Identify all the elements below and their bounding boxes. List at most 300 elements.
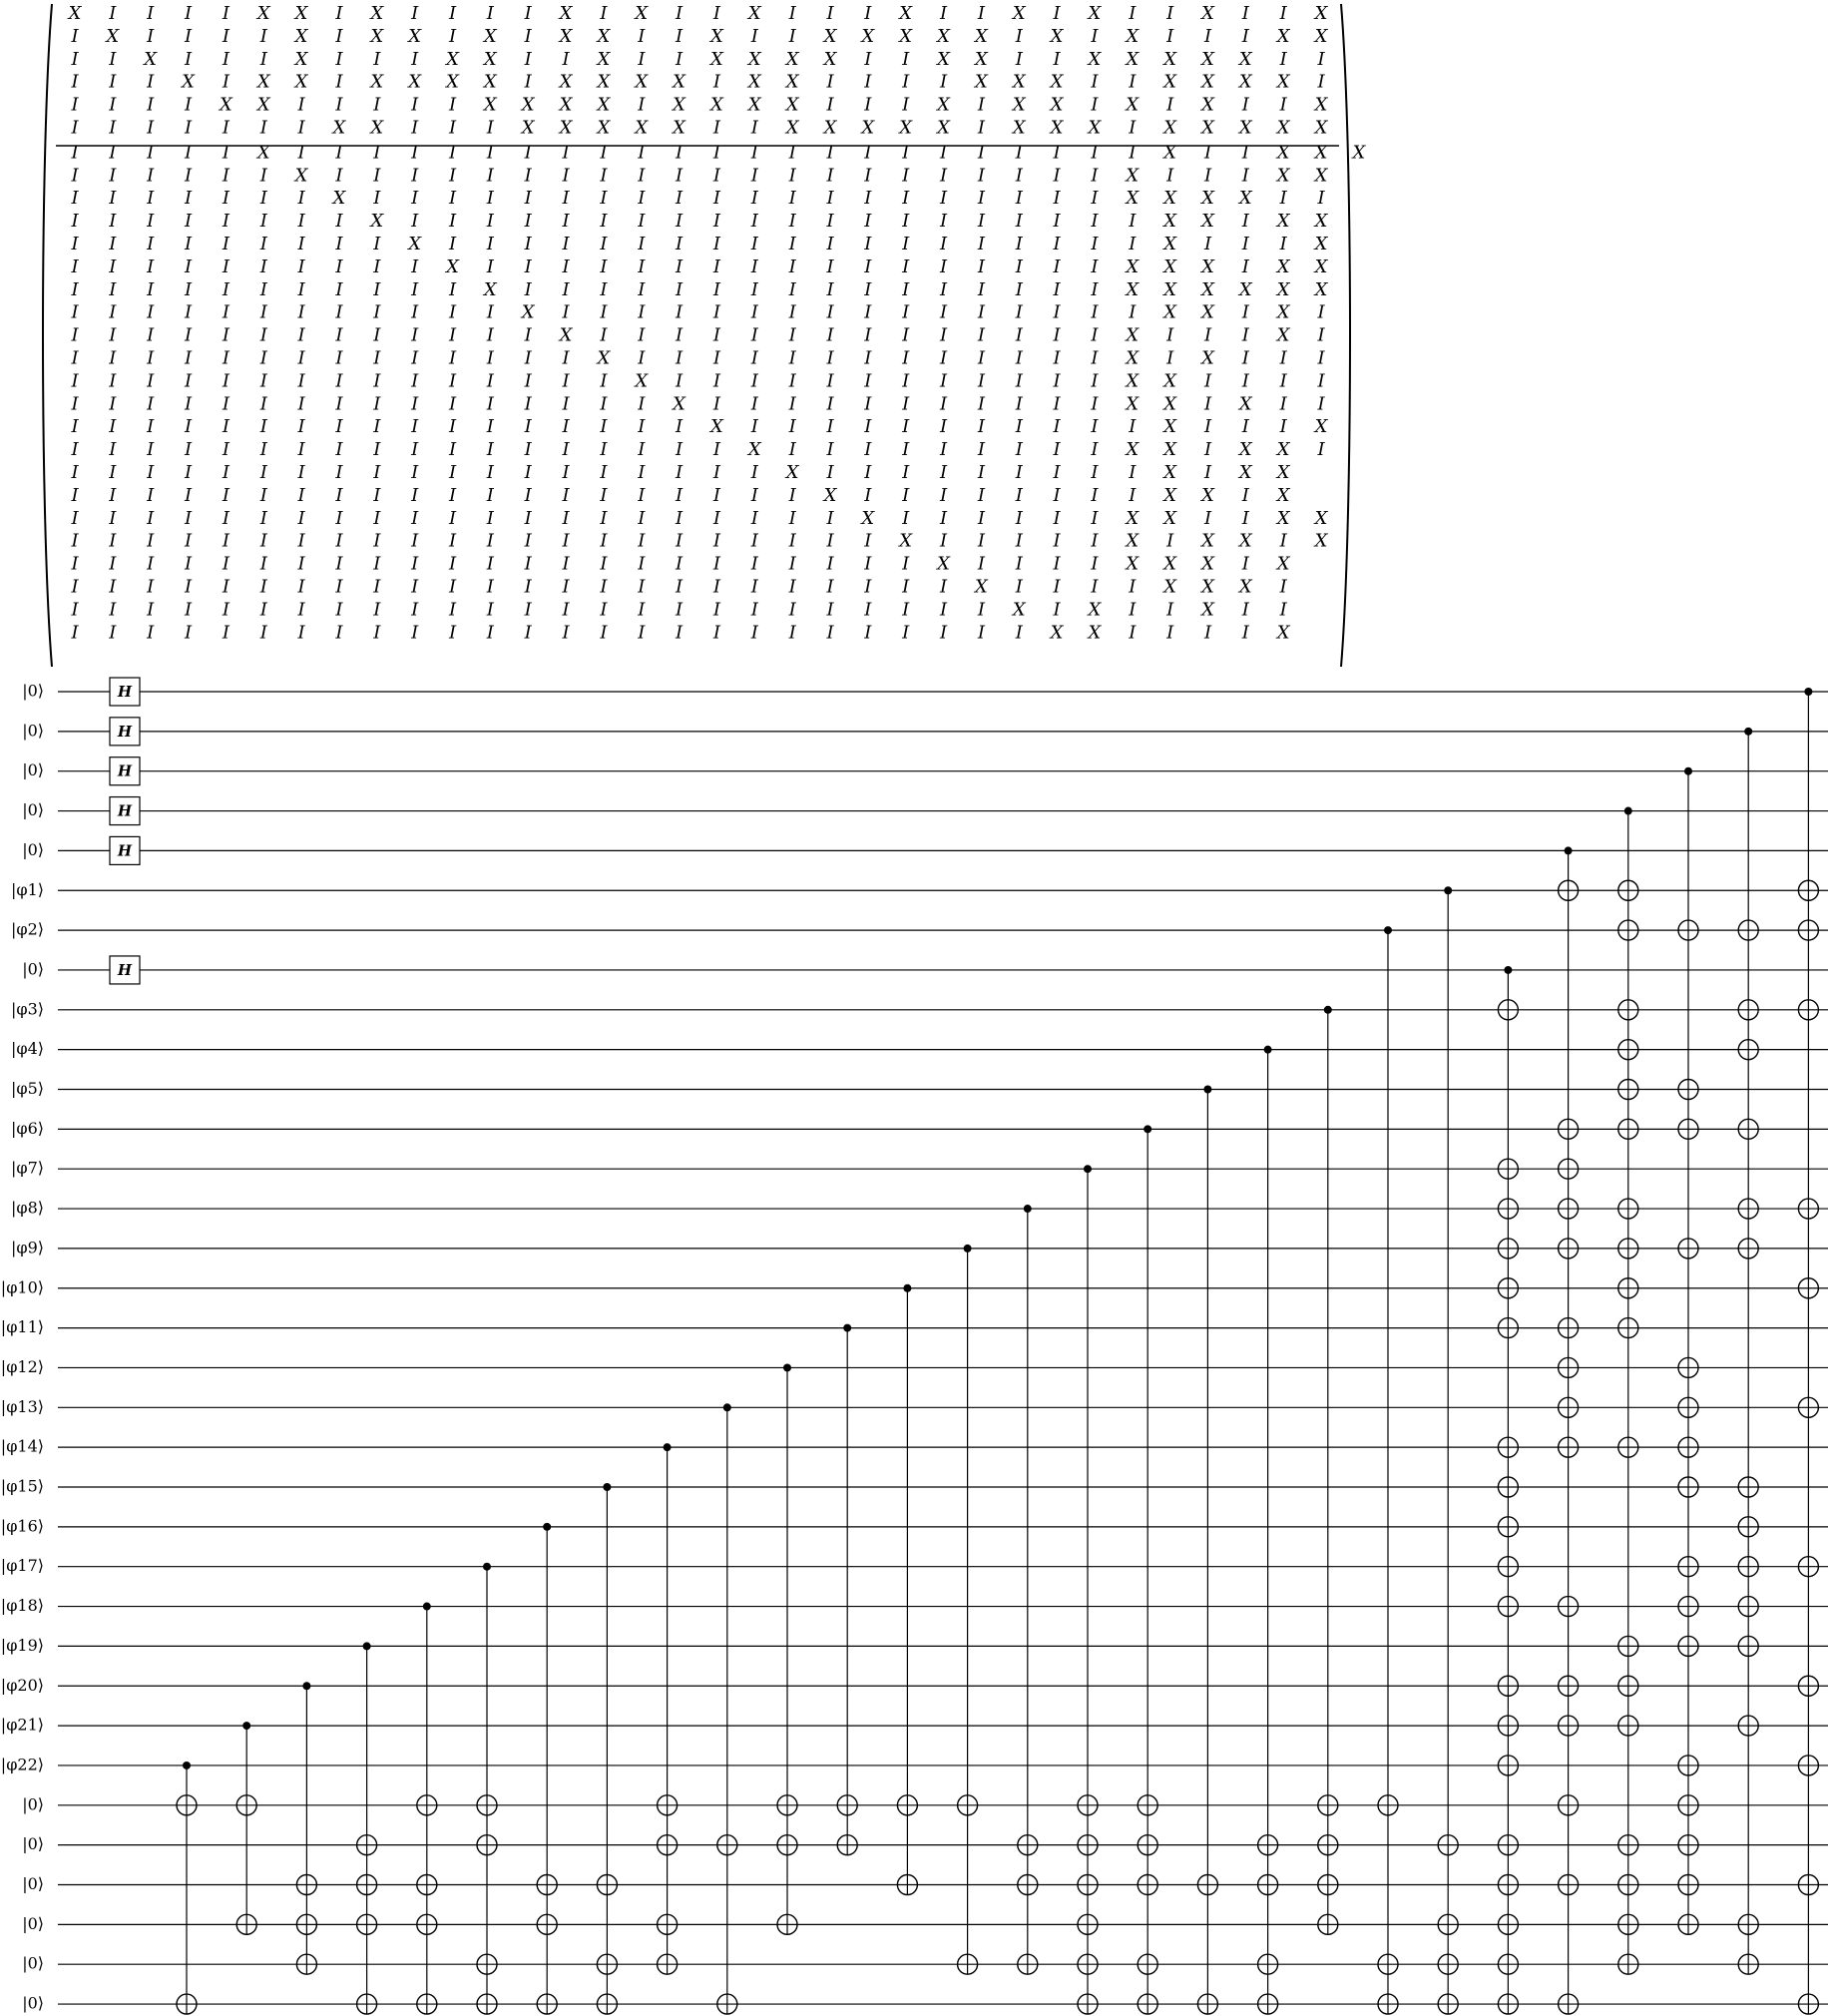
matrix-cell: I: [109, 48, 117, 70]
control-dot: [183, 1762, 191, 1769]
matrix-cell: X: [1238, 393, 1252, 415]
matrix-cell: I: [1241, 370, 1249, 392]
matrix-cell: I: [486, 255, 494, 277]
matrix-cell: I: [638, 622, 646, 644]
target-oplus: [1078, 1914, 1098, 1934]
target-oplus: [1678, 1477, 1698, 1497]
target-oplus: [1618, 1278, 1638, 1298]
matrix-cell: I: [977, 94, 985, 116]
matrix-cell: I: [864, 439, 872, 461]
target-oplus: [1618, 1119, 1638, 1139]
matrix-cell: X: [483, 25, 497, 47]
matrix-cell: X: [1050, 622, 1064, 644]
matrix-cell: I: [222, 278, 229, 300]
target-oplus: [1618, 1914, 1638, 1934]
target-oplus: [417, 1994, 437, 2014]
matrix-cell: I: [1129, 462, 1137, 483]
matrix-cell: X: [937, 94, 950, 116]
matrix-cell: I: [486, 439, 494, 461]
matrix-cell: I: [1279, 94, 1287, 116]
matrix-cell: I: [1015, 576, 1023, 598]
matrix-cell: X: [370, 71, 384, 93]
matrix-cell: I: [184, 622, 193, 644]
matrix-cell: I: [562, 622, 570, 644]
matrix-cell: I: [486, 576, 494, 598]
matrix-cell: I: [373, 622, 381, 644]
matrix-cell: I: [184, 324, 193, 346]
matrix-cell: I: [712, 370, 721, 392]
matrix-cell: I: [297, 599, 305, 621]
matrix-cell: X: [1126, 507, 1140, 529]
matrix-cell: I: [259, 48, 267, 70]
matrix-cell: I: [902, 462, 910, 483]
matrix-cell: I: [109, 553, 117, 575]
svg-text:H: H: [117, 960, 133, 979]
matrix-cell: I: [977, 142, 985, 164]
matrix-cell: X: [1050, 25, 1064, 47]
control-dot: [1744, 728, 1752, 736]
matrix-cell: I: [222, 165, 229, 187]
matrix-cell: X: [1163, 301, 1177, 323]
matrix-cell: I: [109, 484, 117, 506]
matrix-cell: I: [147, 599, 155, 621]
svg-text:H: H: [117, 801, 133, 820]
target-oplus: [1678, 1557, 1698, 1577]
matrix-cell: I: [1129, 301, 1137, 323]
target-oplus: [1738, 1557, 1758, 1577]
matrix-cell: I: [1241, 94, 1249, 116]
matrix-cell: I: [826, 71, 834, 93]
target-oplus: [777, 1914, 797, 1934]
matrix-cell: I: [373, 188, 381, 210]
matrix-cell: I: [676, 622, 684, 644]
matrix-cell: I: [977, 484, 985, 506]
target-oplus: [1798, 1875, 1818, 1895]
matrix-cell: I: [184, 188, 193, 210]
cnot-gate: [477, 1563, 497, 2014]
target-oplus: [1798, 1397, 1818, 1417]
matrix-cell: I: [524, 71, 532, 93]
matrix-cell: I: [939, 530, 948, 552]
matrix-cell: I: [448, 94, 457, 116]
matrix-cell: I: [524, 211, 532, 233]
matrix-cell: I: [676, 553, 684, 575]
matrix-cell: I: [1166, 622, 1174, 644]
target-oplus: [658, 1835, 678, 1855]
matrix-cell: I: [373, 576, 381, 598]
control-dot: [423, 1603, 431, 1611]
matrix-cell: I: [147, 347, 155, 369]
matrix-cell: X: [1088, 117, 1102, 139]
matrix-cell: X: [1126, 278, 1140, 300]
matrix-cell: I: [448, 3, 457, 24]
target-oplus: [1559, 1437, 1579, 1457]
matrix-cell: I: [109, 347, 117, 369]
matrix-cell: I: [486, 165, 494, 187]
matrix-cell: I: [826, 599, 834, 621]
matrix-cell: I: [977, 234, 985, 254]
matrix-cell: I: [1203, 439, 1212, 461]
matrix-cell: I: [1166, 94, 1174, 116]
control-dot: [363, 1642, 371, 1650]
matrix-cell: I: [1091, 211, 1099, 233]
matrix-cell: I: [222, 117, 229, 139]
matrix-cell: I: [335, 301, 343, 323]
matrix-cell: I: [1091, 576, 1099, 598]
matrix-cell: I: [864, 301, 872, 323]
matrix-cell: I: [147, 278, 155, 300]
wire-label: |0⟩: [22, 1834, 44, 1854]
matrix-cell: I: [788, 165, 796, 187]
matrix-cell: X: [370, 3, 384, 24]
matrix-cell: I: [750, 462, 758, 483]
target-oplus: [1438, 1954, 1458, 1974]
matrix-cell: I: [1015, 439, 1023, 461]
matrix-cell: I: [147, 94, 155, 116]
matrix-cell: I: [712, 530, 721, 552]
matrix-cell: X: [1163, 439, 1177, 461]
matrix-cell: I: [184, 416, 193, 438]
matrix-cell: I: [411, 3, 419, 24]
matrix-cell: X: [1163, 484, 1177, 506]
matrix-cell: I: [902, 439, 910, 461]
target-oplus: [1318, 1795, 1338, 1815]
matrix-cell: I: [712, 278, 721, 300]
matrix-cell: I: [448, 188, 457, 210]
wire-label: |φ5⟩: [10, 1079, 44, 1098]
matrix-cell: I: [1053, 255, 1061, 277]
matrix-cell: I: [109, 416, 117, 438]
matrix-cell: I: [939, 71, 948, 93]
matrix-cell: I: [71, 94, 79, 116]
matrix-cell: I: [1091, 553, 1099, 575]
matrix-cell: I: [411, 462, 419, 483]
matrix-cell: I: [259, 393, 267, 415]
matrix-cell: I: [1015, 484, 1023, 506]
matrix-cell: I: [1317, 393, 1325, 415]
matrix-cell: I: [524, 393, 532, 415]
target-oplus: [1018, 1954, 1038, 1974]
matrix-cell: I: [259, 462, 267, 483]
matrix-cell: I: [788, 301, 796, 323]
matrix-cell: I: [1015, 142, 1023, 164]
target-oplus: [1618, 1437, 1638, 1457]
matrix-cell: I: [1015, 165, 1023, 187]
target-oplus: [1498, 1477, 1518, 1497]
matrix-cell: X: [1201, 211, 1214, 233]
matrix-cell: I: [600, 370, 608, 392]
matrix-cell: I: [335, 370, 343, 392]
target-oplus: [658, 1795, 678, 1815]
target-oplus: [1078, 1795, 1098, 1815]
matrix-cell: I: [109, 599, 117, 621]
target-oplus: [1559, 1397, 1579, 1417]
matrix-cell: I: [222, 370, 229, 392]
matrix-cell: I: [1091, 142, 1099, 164]
matrix-cell: I: [1241, 484, 1249, 506]
matrix-cell: I: [147, 25, 155, 47]
matrix-cell: I: [411, 393, 419, 415]
matrix-cell: I: [486, 117, 494, 139]
matrix-cell: X: [408, 234, 422, 254]
matrix-cell: I: [335, 347, 343, 369]
wire-label: |φ2⟩: [10, 919, 44, 939]
target-oplus: [1798, 1676, 1818, 1696]
matrix-cell: I: [184, 234, 193, 254]
matrix-cell: X: [370, 211, 384, 233]
matrix-cell: I: [373, 599, 381, 621]
control-dot: [1565, 846, 1573, 854]
matrix-cell: I: [826, 462, 834, 483]
matrix-cell: I: [788, 324, 796, 346]
matrix-cell: I: [259, 278, 267, 300]
matrix-cell: I: [977, 416, 985, 438]
target-oplus: [1618, 880, 1638, 900]
matrix-cell: I: [71, 278, 79, 300]
matrix-cell: I: [712, 462, 721, 483]
matrix-cell: I: [939, 439, 948, 461]
matrix-cell: X: [1276, 324, 1290, 346]
matrix-cell: I: [750, 234, 758, 254]
matrix-cell: I: [638, 393, 646, 415]
matrix-cell: I: [486, 301, 494, 323]
matrix-cell: I: [259, 324, 267, 346]
matrix-cell: I: [259, 347, 267, 369]
matrix-cell: X: [1238, 530, 1252, 552]
matrix-cell: X: [1163, 234, 1177, 254]
cnot-gate: [1498, 966, 1518, 2014]
matrix-cell: I: [1241, 25, 1249, 47]
target-oplus: [1618, 1318, 1638, 1338]
matrix-cell: I: [297, 255, 305, 277]
matrix-cell: I: [147, 234, 155, 254]
matrix-cell: I: [259, 117, 267, 139]
matrix-cell: I: [1279, 3, 1287, 24]
matrix-cell: I: [676, 25, 684, 47]
matrix-cell: I: [1053, 165, 1061, 187]
matrix-cell: I: [1279, 188, 1287, 210]
matrix-cell: I: [750, 393, 758, 415]
matrix-cell: X: [521, 301, 535, 323]
matrix-cell: I: [259, 188, 267, 210]
matrix-cell: I: [1015, 301, 1023, 323]
matrix-cell: I: [902, 48, 910, 70]
matrix-cell: I: [259, 622, 267, 644]
target-oplus: [1378, 1795, 1398, 1815]
matrix-cell: I: [184, 142, 193, 164]
matrix-cell: I: [712, 553, 721, 575]
matrix-cell: I: [109, 530, 117, 552]
matrix-cell: X: [785, 48, 799, 70]
matrix-cell: I: [448, 576, 457, 598]
wire-label: |0⟩: [22, 800, 44, 820]
matrix-cell: I: [259, 165, 267, 187]
wire-label: |0⟩: [22, 721, 44, 741]
matrix-cell: I: [373, 439, 381, 461]
matrix-cell: I: [486, 462, 494, 483]
target-oplus: [1498, 1318, 1518, 1338]
matrix-cell: I: [448, 347, 457, 369]
matrix-cell: I: [826, 255, 834, 277]
matrix-cell: I: [184, 462, 193, 483]
matrix-cell: X: [1314, 507, 1328, 529]
matrix-cell: I: [71, 576, 79, 598]
matrix-cell: I: [788, 507, 796, 529]
matrix-cell: I: [222, 48, 229, 70]
matrix-cell: I: [184, 599, 193, 621]
matrix-cell: X: [861, 507, 875, 529]
matrix-cell: I: [600, 324, 608, 346]
control-dot: [903, 1284, 911, 1292]
matrix-cell: I: [600, 530, 608, 552]
matrix-cell: X: [1238, 439, 1252, 461]
matrix-cell: I: [600, 484, 608, 506]
wire-label: |0⟩: [22, 1794, 44, 1814]
matrix-cell: I: [71, 393, 79, 415]
matrix-cell: I: [1317, 188, 1325, 210]
matrix-cell: I: [411, 484, 419, 506]
matrix-cell: X: [1088, 622, 1102, 644]
matrix-cell: I: [411, 599, 419, 621]
control-dot: [1203, 1086, 1211, 1094]
cnot-gate: [1258, 1046, 1278, 2014]
matrix-cell: I: [750, 117, 758, 139]
matrix-cell: I: [562, 255, 570, 277]
matrix-cell: I: [864, 94, 872, 116]
matrix-cell: I: [71, 462, 79, 483]
matrix-cell: I: [1279, 393, 1287, 415]
matrix-cell: I: [600, 211, 608, 233]
matrix-cell: I: [1053, 188, 1061, 210]
matrix-cell: I: [638, 301, 646, 323]
hadamard-gate: [110, 757, 140, 785]
matrix-cell: I: [222, 347, 229, 369]
matrix-cell: I: [411, 347, 419, 369]
matrix-cell: I: [1317, 48, 1325, 70]
matrix-cell: X: [747, 48, 761, 70]
target-oplus: [417, 1795, 437, 1815]
target-oplus: [1498, 1994, 1518, 2014]
matrix-cell: X: [1314, 3, 1328, 24]
target-oplus: [357, 1914, 377, 1934]
matrix-cell: I: [524, 439, 532, 461]
matrix-cell: I: [826, 165, 834, 187]
matrix-cell: I: [977, 301, 985, 323]
matrix-cell: I: [600, 188, 608, 210]
matrix-cell: I: [259, 25, 267, 47]
matrix-cell: I: [71, 416, 79, 438]
matrix-cell: X: [597, 347, 611, 369]
matrix-cell: I: [1053, 234, 1061, 254]
matrix-cell: I: [1317, 439, 1325, 461]
control-dot: [302, 1682, 310, 1690]
matrix-cell: I: [562, 507, 570, 529]
matrix-cell: I: [147, 576, 155, 598]
matrix-cell: I: [826, 507, 834, 529]
matrix-cell: X: [294, 3, 308, 24]
target-oplus: [417, 1914, 437, 1934]
matrix-cell: X: [483, 48, 497, 70]
target-oplus: [1678, 920, 1698, 940]
matrix-cell: I: [1091, 234, 1099, 254]
matrix-cell: X: [1314, 234, 1328, 254]
matrix-cell: X: [1276, 553, 1290, 575]
matrix-cell: X: [597, 117, 611, 139]
matrix-cell: I: [411, 211, 419, 233]
matrix-cell: I: [259, 255, 267, 277]
matrix-cell: I: [147, 142, 155, 164]
matrix-cell: I: [1091, 507, 1099, 529]
matrix-cell: I: [600, 416, 608, 438]
matrix-cell: I: [977, 278, 985, 300]
matrix-cell: I: [222, 142, 229, 164]
matrix-cell: X: [1126, 165, 1140, 187]
svg-text:H: H: [117, 722, 133, 741]
target-oplus: [1618, 1954, 1638, 1974]
matrix-cell: I: [1015, 234, 1023, 254]
matrix-cell: I: [486, 370, 494, 392]
target-oplus: [1678, 1835, 1698, 1855]
wire-label: |φ7⟩: [10, 1158, 44, 1178]
target-oplus: [1738, 1239, 1758, 1259]
target-oplus: [1138, 1954, 1157, 1974]
matrix-cell: I: [259, 599, 267, 621]
matrix-cell: X: [747, 3, 761, 24]
matrix-cell: I: [109, 255, 117, 277]
matrix-cell: I: [1166, 599, 1174, 621]
matrix-cell: I: [864, 48, 872, 70]
matrix-cell: I: [826, 188, 834, 210]
target-oplus: [1318, 1875, 1338, 1895]
target-oplus: [1498, 1914, 1518, 1934]
matrix-cell: I: [902, 507, 910, 529]
control-dot: [723, 1403, 731, 1411]
matrix-cell: I: [1015, 553, 1023, 575]
cnot-gate: [597, 1483, 617, 2014]
matrix-cell: X: [521, 94, 535, 116]
matrix-cell: I: [373, 255, 381, 277]
matrix-cell: I: [147, 255, 155, 277]
matrix-cell: I: [1129, 622, 1137, 644]
target-oplus: [1678, 1357, 1698, 1377]
matrix-cell: X: [1276, 255, 1290, 277]
matrix-cell: I: [222, 416, 229, 438]
matrix-cell: I: [712, 347, 721, 369]
matrix-cell: I: [712, 234, 721, 254]
target-oplus: [1498, 1875, 1518, 1895]
matrix-cell: I: [1129, 142, 1137, 164]
target-oplus: [357, 1875, 377, 1895]
matrix-cell: I: [524, 48, 532, 70]
matrix-cell: X: [1276, 211, 1290, 233]
target-oplus: [1678, 1795, 1698, 1815]
matrix-cell: I: [524, 142, 532, 164]
matrix-cell: I: [1053, 48, 1061, 70]
matrix-cell: I: [71, 48, 79, 70]
matrix-cell: I: [373, 234, 381, 254]
matrix-cell: I: [1015, 393, 1023, 415]
matrix-cell: I: [297, 553, 305, 575]
matrix-cell: I: [448, 370, 457, 392]
matrix-cell: I: [864, 3, 872, 24]
control-dot: [1024, 1205, 1032, 1213]
target-oplus: [1559, 1318, 1579, 1338]
control-dot: [664, 1443, 672, 1451]
matrix-cell: X: [1163, 462, 1177, 483]
matrix-cell: I: [1279, 576, 1287, 598]
hadamard-gate: [110, 956, 140, 984]
matrix-cell: I: [864, 324, 872, 346]
